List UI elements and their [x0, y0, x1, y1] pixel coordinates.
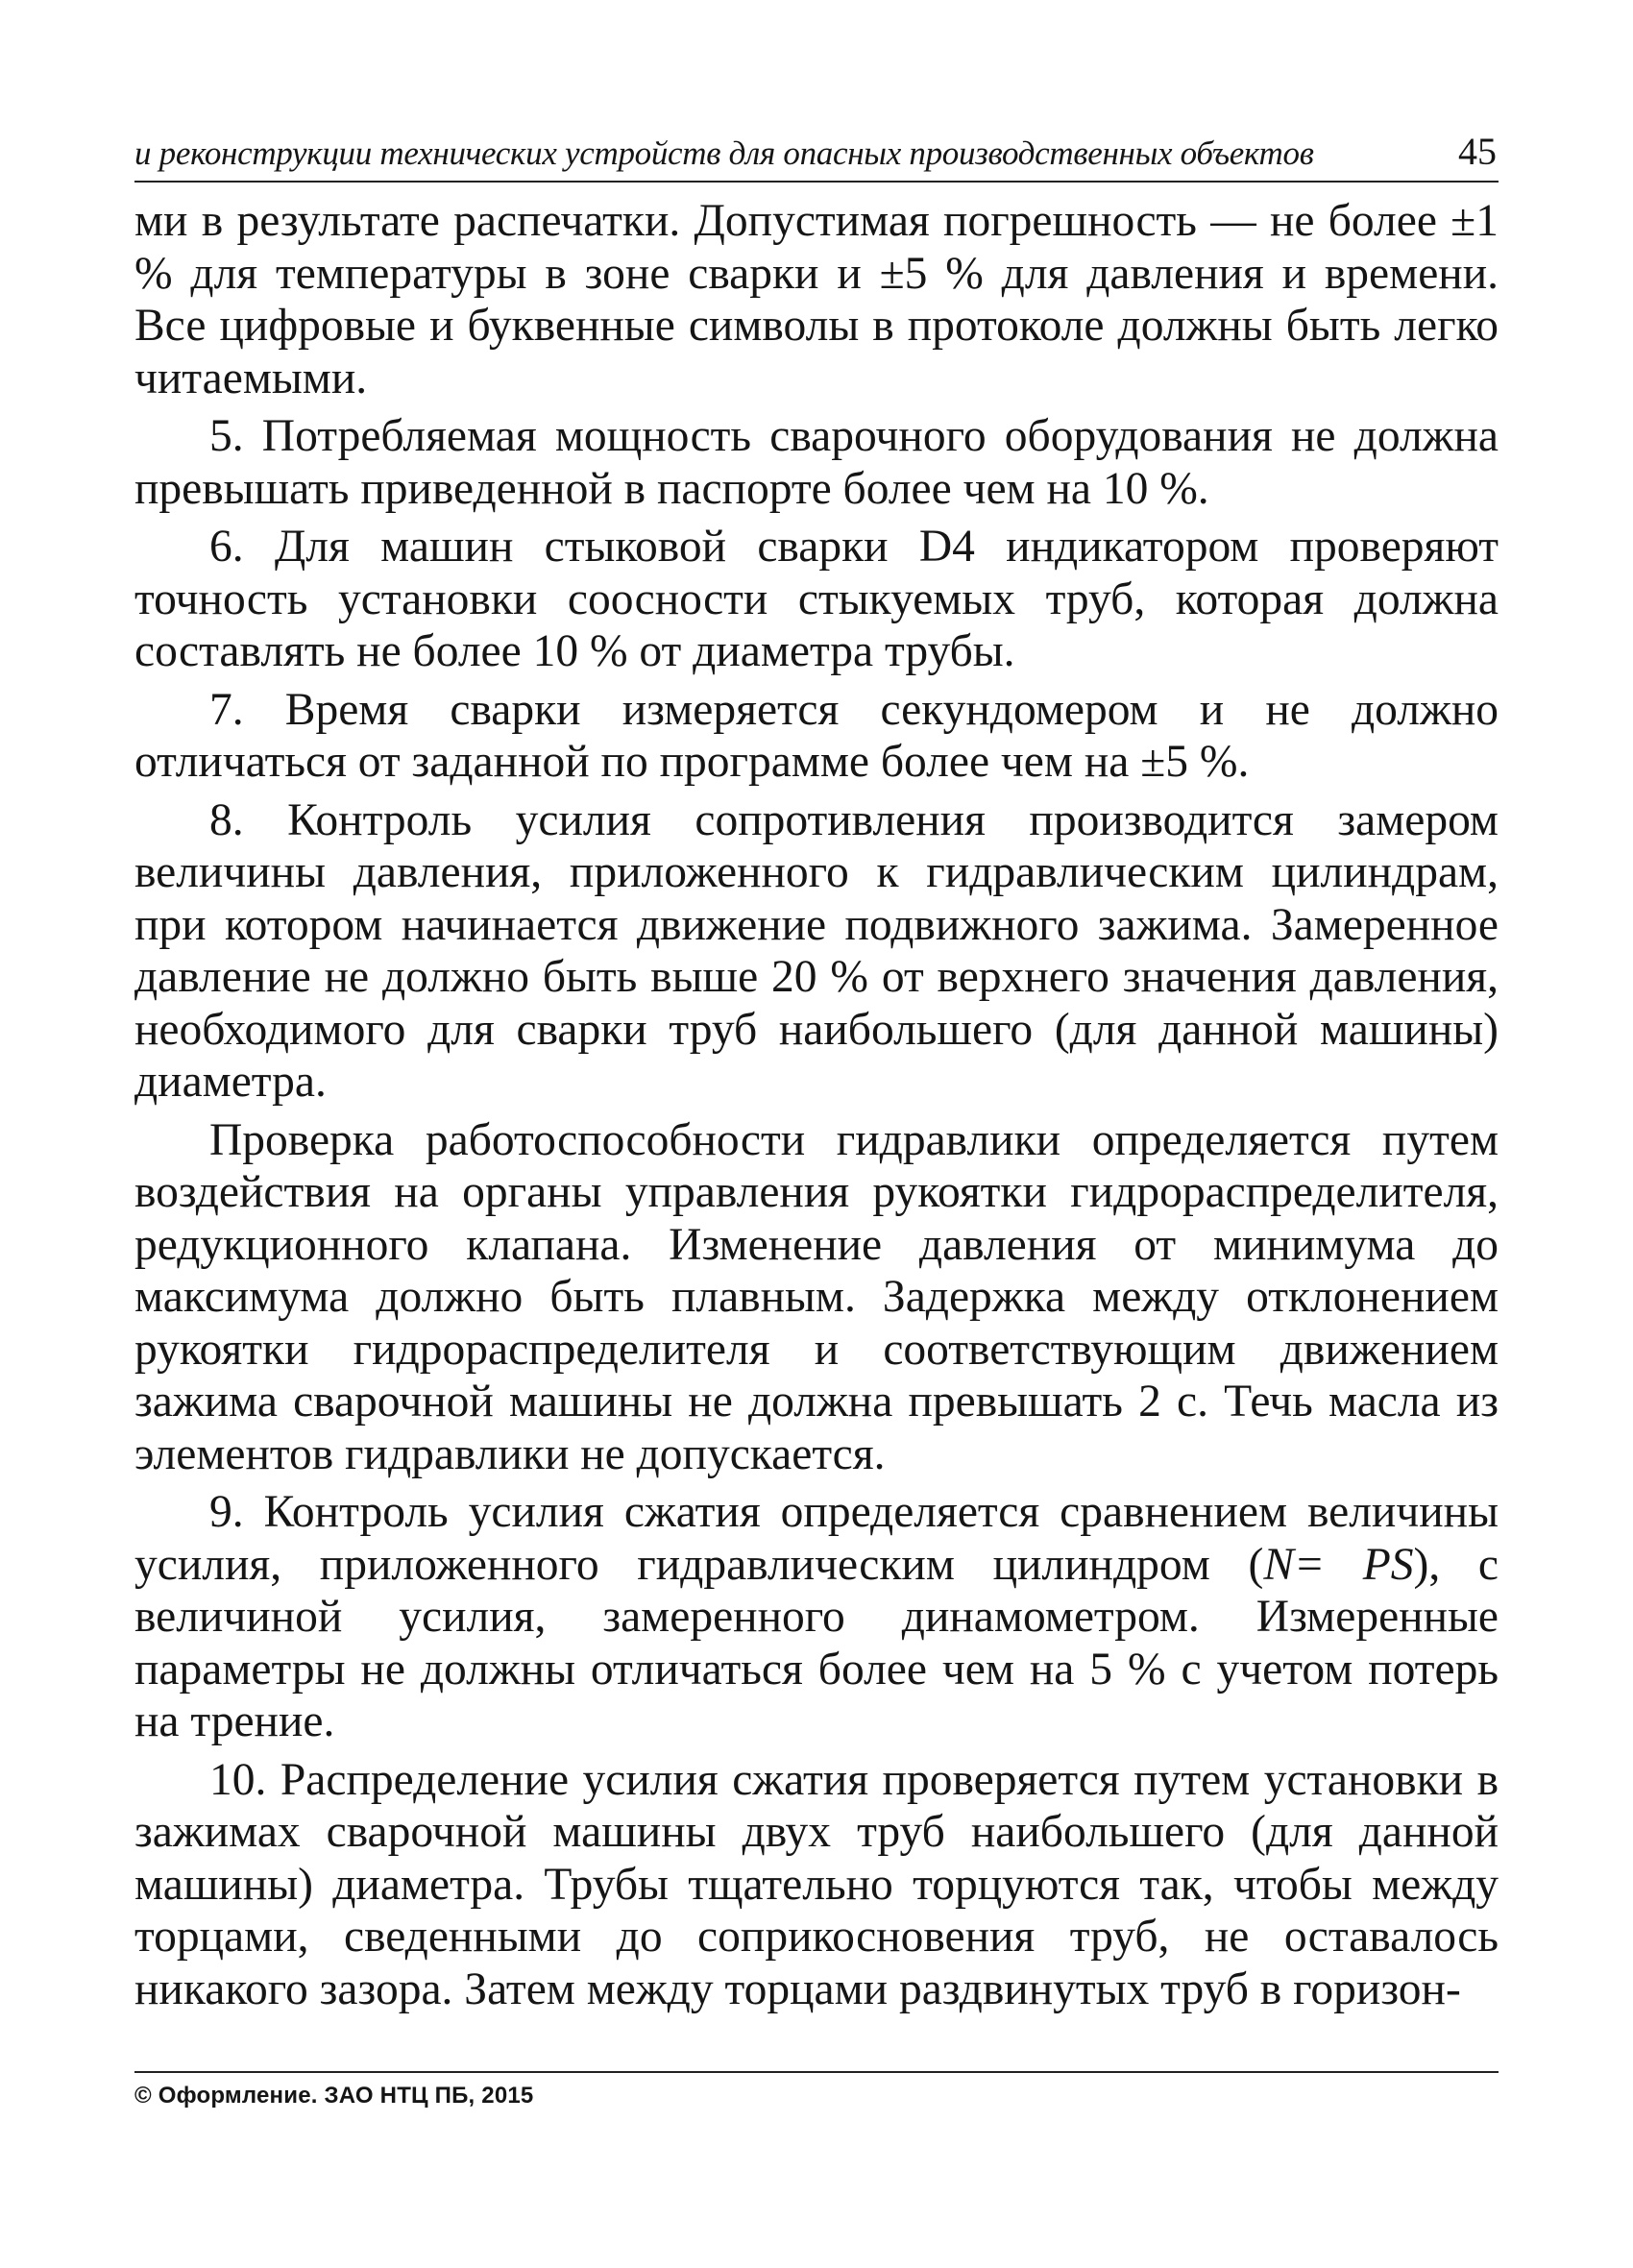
copyright-note: © Оформление. ЗАО НТЦ ПБ, 2015 [134, 2083, 534, 2109]
paragraph-item-6: 6. Для машин стыковой сварки D4 индикатором проверяют точность установки соосности стыкуемых труб, которая должна составлять не более 10 % от диаметра трубы. [134, 522, 1499, 676]
paragraph-item-8: 8. Контроль усилия сопротивления производится замером величины давления, приложенного к гидравлическим цилиндрам, при котором начинается движение подвижного зажима. Замеренное давление не должно быть выше 20 % от верхнего значения давления, необходимого для сварки труб наибольшего (для данной машины) диаметра. [134, 794, 1499, 1107]
running-head-title: и реконструкции технических устройств для опасных производственных объектов [134, 134, 1314, 172]
page-number: 45 [1458, 130, 1497, 173]
paragraph-item-10: 10. Распределение усилия сжатия проверяется путем установки в зажимах сварочной машины двух труб наибольшего (для данной машины) диаметра. Трубы тщательно торцуются так, чтобы между торцами, сведенными до соприкосновения труб, не оставалось никакого зазора. Затем между торцами раздвинутых труб в горизон- [134, 1754, 1499, 2014]
paragraph-continuation: ми в результате распечатки. Допустимая погрешность — не более ±1 % для температуры в зоне сварки и ±5 % для давления и времени. Все цифровые и буквенные символы в протоколе должны быть легко читаемыми. [134, 196, 1499, 403]
paragraph-item-7: 7. Время сварки измеряется секундомером и не должно отличаться от заданной по программе более чем на ±5 %. [134, 684, 1499, 787]
paragraph-item-9-text-after: ), с величиной усилия, замеренного динамометром. Измеренные параметры не должны отличаться более чем на 5 % с учетом потерь на трение. [134, 1539, 1499, 1746]
footer-divider [134, 2071, 1499, 2073]
paragraph-item-5: 5. Потребляемая мощность сварочного оборудования не должна превышать приведенной в паспорте более чем на 10 %. [134, 411, 1499, 514]
running-header [134, 123, 1499, 183]
body-text [134, 195, 1499, 2021]
paragraph-item-9 [134, 1486, 1499, 1748]
paragraph-item-9-text-before: 9. Контроль усилия сжатия определяется сравнением величины усилия, приложенного гидравлическим цилиндром ( [134, 1487, 1499, 1590]
formula-force: N= PS [1263, 1539, 1414, 1590]
paragraph-hydraulics-check: Проверка работоспособности гидравлики определяется путем воздействия на органы управления рукоятки гидрораспределителя, редукционного клапана. Изменение давления от минимума до максимума должно быть плавным. Задержка между отклонением рукоятки гидрораспределителя и соответствующим движением зажима сварочной машины не должна превышать 2 с. Течь масла из элементов гидравлики не допускается. [134, 1114, 1499, 1479]
